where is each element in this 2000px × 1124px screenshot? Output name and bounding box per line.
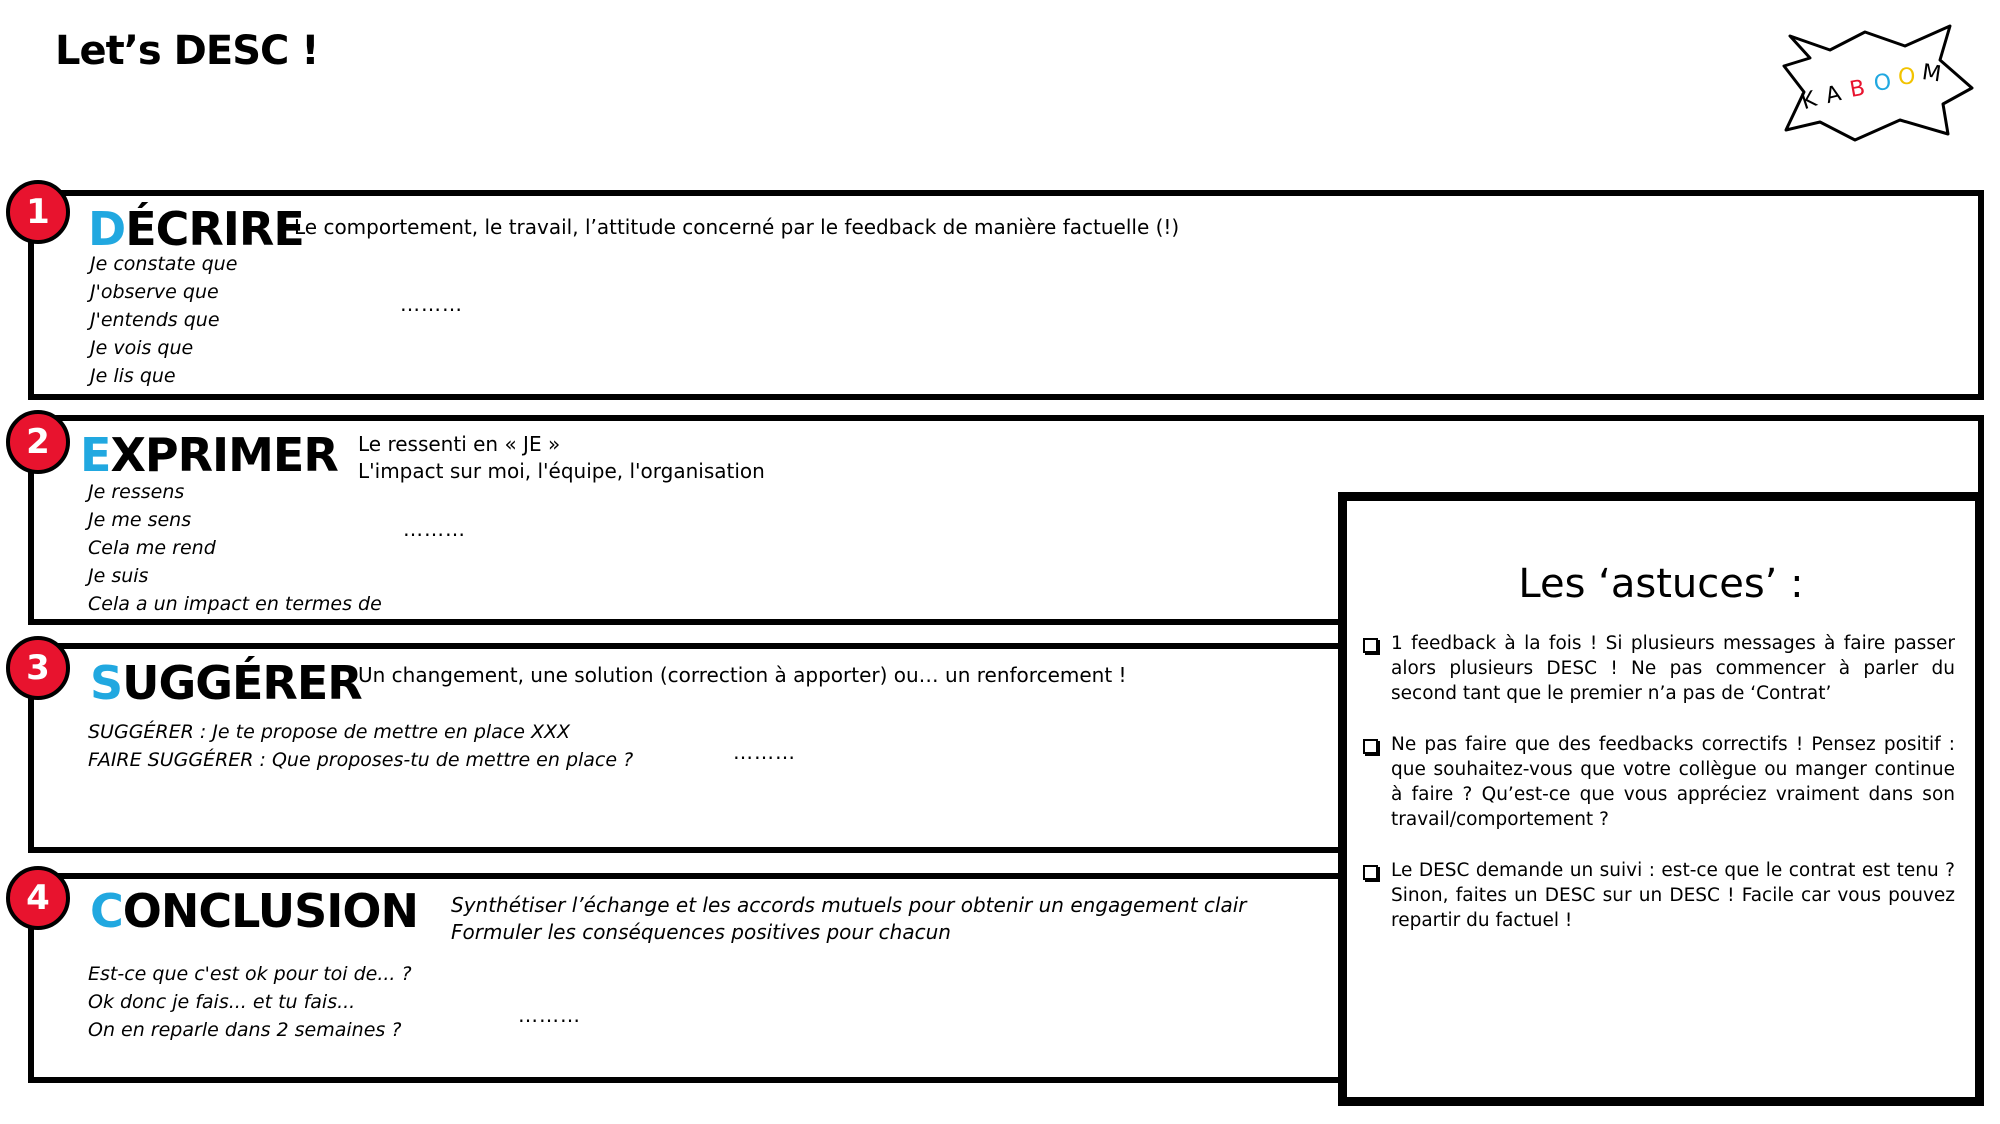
- logo-letter-k: K: [1798, 87, 1820, 116]
- phrase-item: Je me sens: [88, 509, 192, 531]
- tips-list: [1357, 631, 1955, 959]
- logo-letter-b: B: [1847, 75, 1868, 103]
- checkbox-icon: [1363, 865, 1378, 880]
- heading-first-letter: C: [90, 884, 123, 938]
- phrase-item: Je vois que: [90, 337, 194, 359]
- section-description: [358, 431, 765, 485]
- tip-item: [1357, 732, 1955, 832]
- tip-text: Le DESC demande un suivi : est-ce que le contrat est tenu ? Sinon, faites un DESC sur un DESC ! Facile car vous pouvez repartir du factuel !: [1391, 860, 1955, 931]
- section-description: [451, 892, 1247, 946]
- heading-rest: XPRIMER: [110, 428, 338, 482]
- step-badge-4: 4: [6, 866, 70, 930]
- placeholder-dots: ………: [400, 292, 463, 316]
- heading-rest: ONCLUSION: [122, 884, 418, 938]
- logo-letter-o: O: [1898, 65, 1916, 90]
- phrase-item: Est-ce que c'est ok pour toi de... ?: [88, 963, 412, 985]
- tip-item: [1357, 631, 1955, 706]
- placeholder-dots: ………: [733, 740, 796, 764]
- phrase-item: Je lis que: [90, 365, 176, 387]
- step-badge-3: 3: [6, 636, 70, 700]
- checkbox-icon: [1363, 739, 1378, 754]
- phrase-list: [90, 250, 237, 390]
- page-title: Let’s DESC !: [55, 28, 319, 74]
- phrase-item: J'entends que: [90, 309, 220, 331]
- phrase-item: Cela me rend: [88, 537, 216, 559]
- phrase-list: [88, 960, 412, 1044]
- tip-text: 1 feedback à la fois ! Si plusieurs messages à faire passer alors plusieurs DESC ! Ne pas commencer à parler du second tant que le premier n’a pas de ‘Contrat’: [1391, 633, 1955, 704]
- section-description: Le comportement, le travail, l’attitude concerné par le feedback de manière factuelle (!): [294, 215, 1180, 239]
- description-line: L'impact sur moi, l'équipe, l'organisation: [358, 459, 765, 483]
- checkbox-icon: [1363, 638, 1378, 653]
- step-badge-1: 1: [6, 180, 70, 244]
- phrase-item: Je suis: [88, 565, 149, 587]
- heading-first-letter: S: [90, 656, 123, 710]
- step-badge-2: 2: [6, 410, 70, 474]
- phrase-list: [88, 718, 633, 774]
- description-line: Formuler les conséquences positives pour chacun: [451, 920, 951, 944]
- heading-rest: ÉCRIRE: [125, 202, 304, 256]
- phrase-item: FAIRE SUGGÉRER : Que proposes-tu de mettre en place ?: [88, 749, 634, 771]
- placeholder-dots: ………: [518, 1003, 581, 1027]
- section-description: Un changement, une solution (correction à apporter) ou… un renforcement !: [358, 663, 1127, 687]
- phrase-item: Cela a un impact en termes de: [88, 593, 382, 615]
- phrase-item: SUGGÉRER : Je te propose de mettre en place XXX: [88, 721, 571, 743]
- phrase-item: Ok donc je fais... et tu fais...: [88, 991, 356, 1013]
- phrase-item: Je constate que: [90, 253, 238, 275]
- tip-item: [1357, 858, 1955, 933]
- tip-text: Ne pas faire que des feedbacks correctifs ! Pensez positif : que souhaitez-vous que votre collègue ou manger continue à faire ? Qu’est-ce que vous appréciez vraiment dans son travail/comportement ?: [1391, 734, 1955, 830]
- description-line: Synthétiser l’échange et les accords mutuels pour obtenir un engagement clair: [451, 893, 1247, 917]
- heading-conclusion: [90, 884, 418, 938]
- logo-letter-o: O: [1872, 69, 1893, 97]
- phrase-list: [88, 478, 382, 618]
- heading-first-letter: E: [80, 428, 111, 482]
- heading-first-letter: D: [88, 202, 126, 256]
- heading-decrire: [88, 202, 304, 256]
- heading-suggerer: [90, 656, 362, 710]
- kaboom-logo: [1780, 22, 1980, 147]
- description-line: Le ressenti en « JE »: [358, 432, 561, 456]
- phrase-item: Je ressens: [88, 481, 185, 503]
- phrase-item: J'observe que: [90, 281, 219, 303]
- logo-letter-m: M: [1920, 60, 1943, 88]
- heading-exprimer: [80, 428, 338, 482]
- heading-rest: UGGÉRER: [122, 656, 362, 710]
- placeholder-dots: ………: [403, 517, 466, 541]
- tips-panel: [1338, 492, 1984, 1106]
- tips-title: Les ‘astuces’ :: [1518, 561, 1804, 607]
- logo-letter-a: A: [1823, 81, 1844, 110]
- phrase-item: On en reparle dans 2 semaines ?: [88, 1019, 402, 1041]
